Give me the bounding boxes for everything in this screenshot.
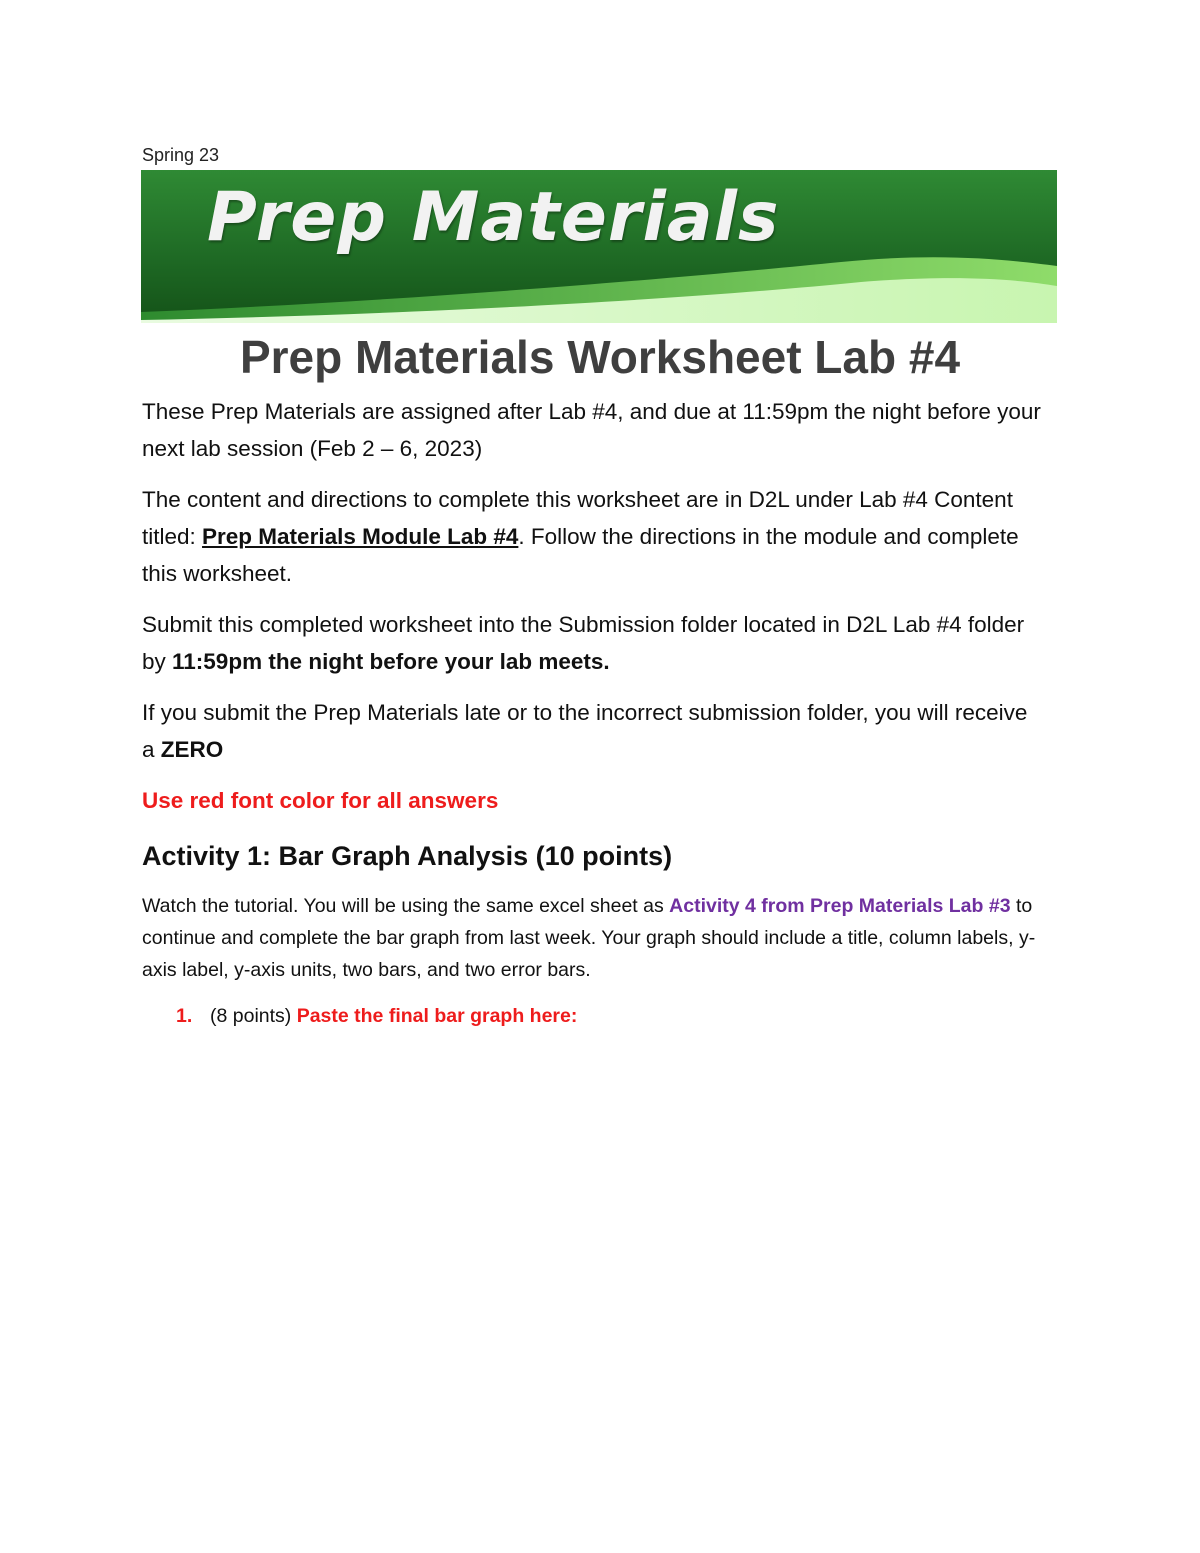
content-location-text: The content and directions to complete this worksheet are in D2L under Lab #4 Content titled: <box>142 487 1013 549</box>
due-date-text: These Prep Materials are assigned after Lab #4, and due at 11:59pm the night before your next lab session (Feb 2 – 6, 2023) <box>142 399 1041 461</box>
banner-title: Prep Materials <box>207 178 780 257</box>
activity1-item-1 <box>142 1000 1042 1032</box>
submission-deadline: 11:59pm the night before your lab meets. <box>172 649 610 674</box>
item-points: (8 points) <box>210 1005 297 1027</box>
activity1-heading: Activity 1: Bar Graph Analysis (10 points) <box>142 841 673 871</box>
submission-paragraph <box>142 606 1042 680</box>
activity1-intro-text: Watch the tutorial. You will be using the same excel sheet as <box>142 895 670 917</box>
activity1-intro-tail: to continue and complete the bar graph from last week. Your graph should include a title, column labels, y-axis label, y-axis units, two bars, and two error bars. <box>142 895 1036 981</box>
red-font-instruction <box>142 782 1042 819</box>
late-warning-paragraph <box>142 694 1042 768</box>
term-label: Spring 23 <box>142 145 220 165</box>
module-link[interactable]: Prep Materials Module Lab #4 <box>202 524 519 549</box>
late-warning-text: If you submit the Prep Materials late or to the incorrect submission folder, you will receive a <box>142 700 1028 762</box>
activity1-reference: Activity 4 from Prep Materials Lab #3 <box>669 895 1011 917</box>
activity1-heading-block <box>142 836 1042 876</box>
item-number: 1. <box>176 1005 193 1027</box>
item-prompt: Paste the final bar graph here: <box>296 1005 578 1027</box>
content-location-paragraph <box>142 481 1042 592</box>
content-location-tail: . Follow the directions in the module and complete this worksheet. <box>142 524 1019 586</box>
red-font-text: Use red font color for all answers <box>142 788 499 813</box>
prep-materials-banner <box>141 170 1057 323</box>
page-title: Prep Materials Worksheet Lab #4 <box>239 331 961 383</box>
zero-emphasis: ZERO <box>160 737 224 762</box>
activity1-intro <box>142 890 1042 986</box>
due-date-paragraph <box>142 393 1042 467</box>
submission-text: Submit this completed worksheet into the Submission folder located in D2L Lab #4 folder by <box>142 612 1025 674</box>
